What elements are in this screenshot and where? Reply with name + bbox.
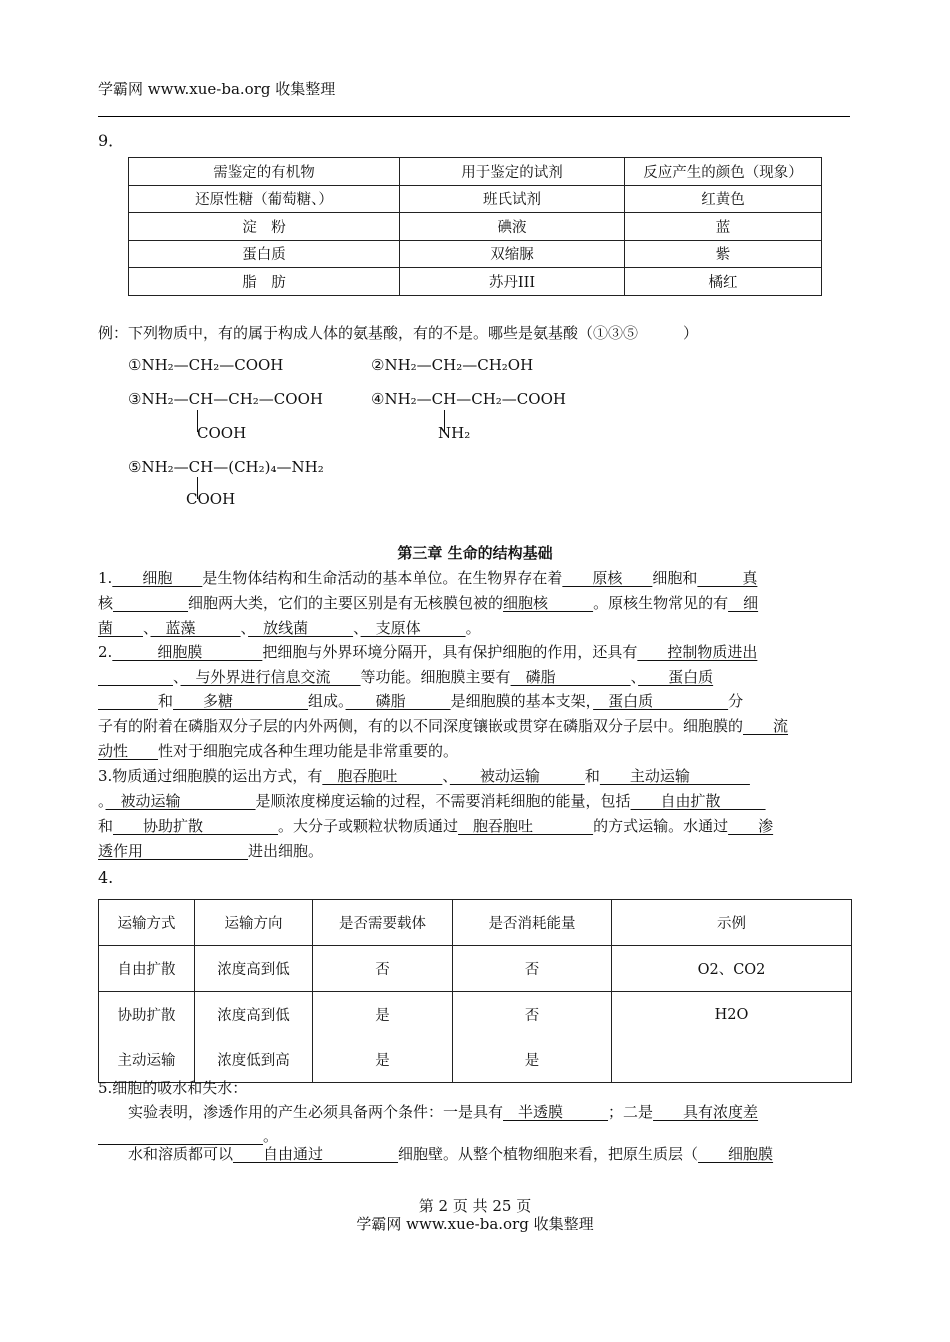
page-footer: 学霸网 www.xue-ba.org 收集整理 (356, 1215, 594, 1233)
compound-1: ①NH₂—CH₂—COOH (128, 356, 284, 374)
compound-3-branch: COOH (197, 424, 247, 442)
table-cell: 蛋白质 (129, 240, 400, 268)
table-header-row (99, 900, 852, 946)
question-4-number: 4. (98, 868, 114, 887)
blank-answer: 控制物质进出 (637, 643, 758, 661)
blank-answer: 细胞膜 (698, 1145, 774, 1163)
table-cell: 双缩脲 (400, 240, 625, 268)
paragraph-5-line-4: 水和溶质都可以 自由通过 细胞壁。从整个植物细胞来看，把原生质层（ 细胞膜 (98, 1145, 774, 1163)
table-header-cell: 用于鉴定的试剂 (400, 158, 625, 186)
paragraph-3-line-1: 3.物质通过细胞膜的运出方式，有 胞吞胞吐 、 被动运输 和 主动运输 (98, 767, 750, 785)
blank-answer: 渗 (728, 817, 774, 835)
table-cell: 浓度低到高 (195, 1037, 313, 1083)
table-cell: 浓度高到低 (195, 992, 313, 1038)
blank-answer: 流 (743, 717, 789, 735)
table-header-cell: 运输方向 (195, 900, 313, 946)
transport-table (98, 899, 852, 1083)
blank-answer: 被动运输 (449, 767, 585, 785)
blank-answer: 支原体 (360, 619, 466, 637)
chapter-title: 第三章 生命的结构基础 (397, 544, 553, 562)
blank-answer: 蛋白质 (593, 692, 729, 710)
table-header-cell: 示例 (612, 900, 852, 946)
table-header-cell: 是否需要载体 (313, 900, 453, 946)
page-header: 学霸网 www.xue-ba.org 收集整理 (98, 80, 336, 98)
table-cell: 苏丹III (400, 268, 625, 296)
table-cell: 否 (313, 946, 453, 992)
table-cell: 碘液 (400, 213, 625, 241)
blank-answer: 与外界进行信息交流 (180, 668, 361, 686)
blank-answer: 磷脂 (345, 692, 451, 710)
paragraph-2-line-1: 2. 细胞膜 把细胞与外界环境分隔开，具有保护细胞的作用，还具有 控制物质进出 (98, 643, 758, 661)
table-row (99, 992, 852, 1038)
blank-answer: 蓝藻 (150, 619, 241, 637)
header-divider (98, 116, 850, 117)
table-cell: 蓝 (625, 213, 822, 241)
question-9-number: 9． (98, 131, 125, 150)
blank-answer: 磷脂 (510, 668, 631, 686)
table-row (129, 213, 822, 241)
table-cell: 协助扩散 (99, 992, 195, 1038)
compound-4-branch: NH₂ (438, 424, 471, 442)
compound-3: ③NH₂—CH—CH₂—COOH (128, 390, 323, 408)
paragraph-1-line-2: 核 细胞两大类，它们的主要区别是有无核膜包被的细胞核 。原核生物常见的有 细 (98, 594, 759, 612)
table-cell: 否 (453, 992, 612, 1038)
table-cell: 否 (453, 946, 612, 992)
paragraph-3-line-2: 。 被动运输 是顺浓度梯度运输的过程，不需要消耗细胞的能量，包括 自由扩散 (98, 792, 766, 810)
blank-answer: 透作用 (98, 842, 249, 860)
table-header-cell: 运输方式 (99, 900, 195, 946)
table-cell: 班氏试剂 (400, 185, 625, 213)
blank-answer (98, 668, 173, 686)
paragraph-2-line-5: 动性 性对于细胞完成各种生理功能是非常重要的。 (98, 742, 459, 760)
paragraph-5-line-3: 。 (98, 1124, 852, 1148)
compound-2: ②NH₂—CH₂—CH₂OH (371, 356, 534, 374)
blank-answer: 自由扩散 (630, 792, 766, 810)
table-cell: 脂 肪 (129, 268, 400, 296)
blank-answer: 多糖 (173, 692, 309, 710)
blank-answer: 自由通过 (233, 1145, 399, 1163)
paragraph-3-line-4: 透作用 进出细胞。 (98, 842, 324, 860)
paragraph-1-line-1: 1. 细胞 是生物体结构和生命活动的基本单位。在生物界存在着 原核 细胞和 真 (98, 569, 758, 587)
table-header-cell: 是否消耗能量 (453, 900, 612, 946)
table-cell: 还原性糖（葡萄糖、） (129, 185, 400, 213)
table-row (129, 240, 822, 268)
table-cell: 主动运输 (99, 1037, 195, 1083)
table-row (129, 268, 822, 296)
blank-answer: 胞吞胞吐 (322, 767, 443, 785)
page-number: 第 2 页 共 25 页 (418, 1197, 532, 1215)
blank-answer: 细胞膜 (112, 643, 263, 661)
blank-answer: 细 (728, 594, 759, 612)
blank-answer: 真 (697, 569, 758, 587)
table-row (99, 946, 852, 992)
blank-answer: 细胞 (112, 569, 203, 587)
paragraph-3-line-3: 和 协助扩散 。大分子或颗粒状物质通过 胞吞胞吐 的方式运输。水通过 渗 (98, 817, 774, 835)
compound-4: ④NH₂—CH—CH₂—COOH (371, 390, 566, 408)
table-cell: 是 (453, 1037, 612, 1083)
table-cell: O2、CO2 (612, 946, 852, 992)
table-cell: H2O (612, 992, 852, 1038)
blank-answer: 主动运输 (599, 767, 750, 785)
paragraph-5-line-1: 5.细胞的吸水和失水： (98, 1079, 248, 1097)
table-cell: 是 (313, 1037, 453, 1083)
table-header-cell: 需鉴定的有机物 (129, 158, 400, 186)
blank-answer: 具有浓度差 (653, 1103, 759, 1121)
blank-answer: 被动运输 (105, 792, 256, 810)
table-header-row (129, 158, 822, 186)
blank-answer (113, 594, 188, 612)
table-cell: 紫 (625, 240, 822, 268)
compound-5-branch: COOH (186, 490, 236, 508)
table-header-cell: 反应产生的颜色（现象） (625, 158, 822, 186)
blank-answer: 动性 (98, 742, 159, 760)
blank-answer: 放线菌 (248, 619, 354, 637)
blank-answer: 协助扩散 (113, 817, 279, 835)
blank-answer: 细胞核 (503, 594, 594, 612)
paragraph-5-line-2: 实验表明，渗透作用的产生必须具备两个条件：一是具有 半透膜 ；二是 具有浓度差 (98, 1103, 759, 1121)
table-row (129, 185, 822, 213)
compound-5: ⑤NH₂—CH—(CH₂)₄—NH₂ (128, 458, 324, 476)
table-cell: 自由扩散 (99, 946, 195, 992)
paragraph-2-line-4: 子有的附着在磷脂双分子层的内外两侧，有的以不同深度镶嵌或贯穿在磷脂双分子层中。细胞膜的 流 (98, 717, 789, 735)
blank-answer: 蛋白质 (638, 668, 714, 686)
blank-answer: 半透膜 (503, 1103, 609, 1121)
blank-answer: 原核 (562, 569, 653, 587)
blank-answer: 菌 (98, 619, 144, 637)
organic-test-table (128, 157, 822, 296)
table-cell: 红黄色 (625, 185, 822, 213)
table-cell: 淀 粉 (129, 213, 400, 241)
blank-answer (98, 692, 158, 710)
table-cell: 浓度高到低 (195, 946, 313, 992)
paragraph-1-line-3: 菌 、 蓝藻 、 放线菌 、 支原体 。 (98, 619, 481, 637)
blank-answer: 胞吞胞吐 (458, 817, 594, 835)
table-cell: 是 (313, 992, 453, 1038)
table-cell: 橘红 (625, 268, 822, 296)
paragraph-2-line-2: 、 与外界进行信息交流 等功能。细胞膜主要有 磷脂 、 蛋白质 (98, 665, 852, 689)
example-question: 例：下列物质中，有的属于构成人体的氨基酸，有的不是。哪些是氨基酸（①③⑤ ） (98, 324, 699, 342)
paragraph-2-line-3: 和 多糖 组成。 磷脂 是细胞膜的基本支架， 蛋白质 分 (98, 689, 852, 713)
